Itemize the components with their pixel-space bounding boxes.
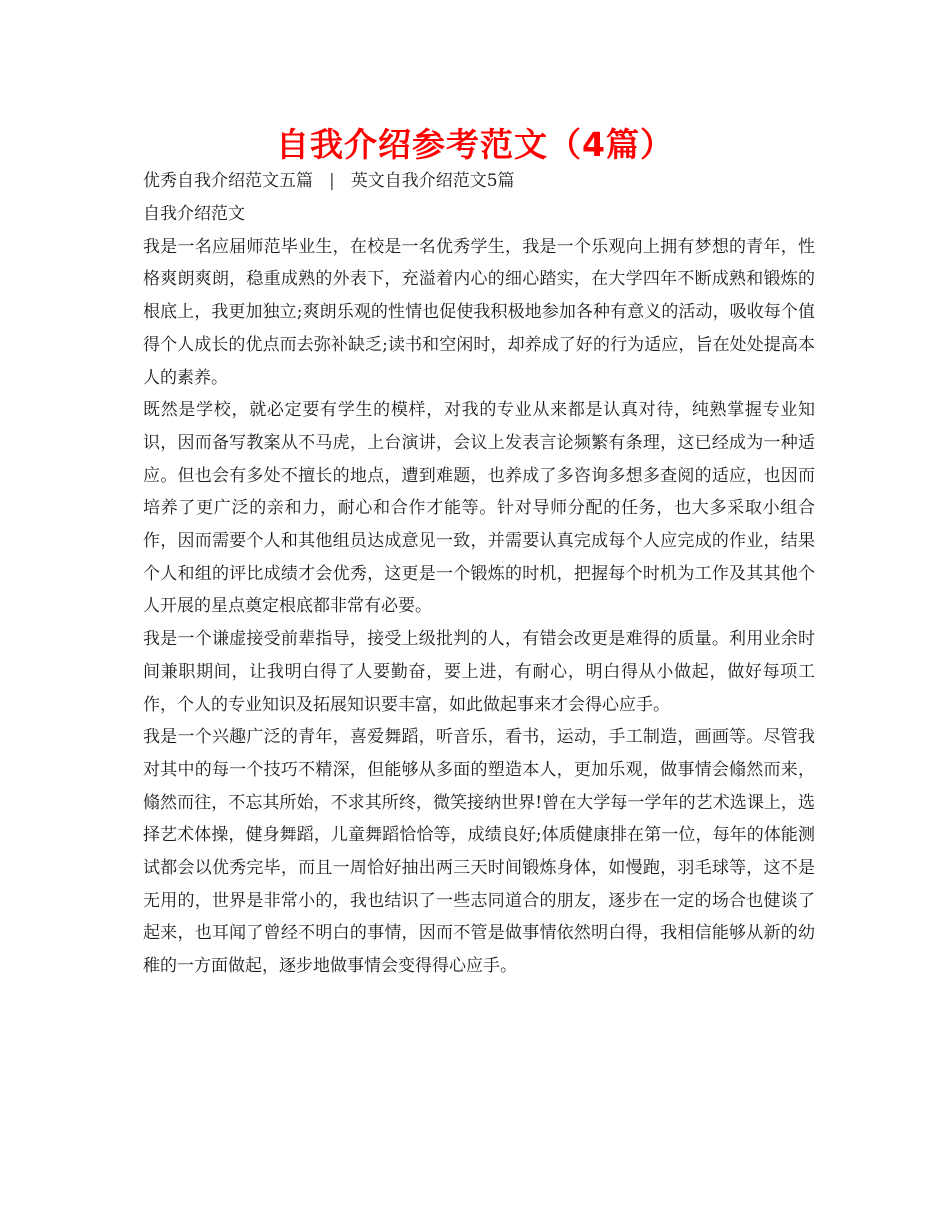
paragraph-2: 既然是学校，就必定要有学生的模样，对我的专业从来都是认真对待，纯熟掌握专业知识，因而备写教案从不马虎，上台演讲，会议上发表言论频繁有条理，这已经成为一种适应。但也会有多处不擅长的地点，遭到难题，也养成了多咨询多想多查阅的适应，也因而培养了更广泛的亲和力，耐心和合作才能等。针对导师分配的任务，也大多采取小组合作，因而需要个人和其他组员达成意见一致，并需要认真完成每个人应完成的作业，结果个人和组的评比成绩才会优秀，这更是一个锻炼的时机，把握每个时机为工作及其其他个人开展的星点奠定根底都非常有必要。 [143, 400, 815, 617]
document-title: 自我介绍参考范文（4篇） [276, 125, 674, 164]
paragraph-3: 我是一个谦虚接受前辈指导，接受上级批判的人，有错会改更是难得的质量。利用业余时间兼职期间，让我明白得了人要勤奋，要上进，有耐心，明白得从小做起，做好每项工作，个人的专业知识及拓展知识要丰富，如此做起事来才会得心应手。 [143, 629, 815, 715]
related-link-english-samples[interactable]: 英文自我介绍范文5篇 [350, 171, 515, 191]
related-link-excellent-samples[interactable]: 优秀自我介绍范文五篇 [143, 171, 313, 191]
document-body [143, 198, 815, 983]
link-separator: | [329, 171, 335, 191]
related-links [143, 166, 515, 196]
paragraph-1: 我是一名应届师范毕业生，在校是一名优秀学生，我是一个乐观向上拥有梦想的青年，性格爽朗爽朗，稳重成熟的外表下，充溢着内心的细心踏实，在大学四年不断成熟和锻炼的根底上，我更加独立;爽朗乐观的性情也促使我积极地参加各种有意义的活动，吸收每个值得个人成长的优点而去弥补缺乏;读书和空闲时，却养成了好的行为适应，旨在处处提高本人的素养。 [143, 236, 815, 388]
section-heading: 自我介绍范文 [143, 204, 245, 224]
paragraph-4: 我是一个兴趣广泛的青年，喜爱舞蹈，听音乐，看书，运动，手工制造，画画等。尽管我对其中的每一个技巧不精深，但能够从多面的塑造本人，更加乐观，做事情会翛然而来，翛然而往，不忘其所始，不求其所终，微笑接纳世界!曾在大学每一学年的艺术选课上，选择艺术体操，健身舞蹈，儿童舞蹈恰恰等，成绩良好;体质健康排在第一位，每年的体能测试都会以优秀完毕，而且一周恰好抽出两三天时间锻炼身体，如慢跑，羽毛球等，这不是无用的，世界是非常小的，我也结识了一些志同道合的朋友，逐步在一定的场合也健谈了起来，也耳闻了曾经不明白的事情，因而不管是做事情依然明白得，我相信能够从新的幼稚的一方面做起，逐步地做事情会变得得心应手。 [143, 727, 815, 977]
